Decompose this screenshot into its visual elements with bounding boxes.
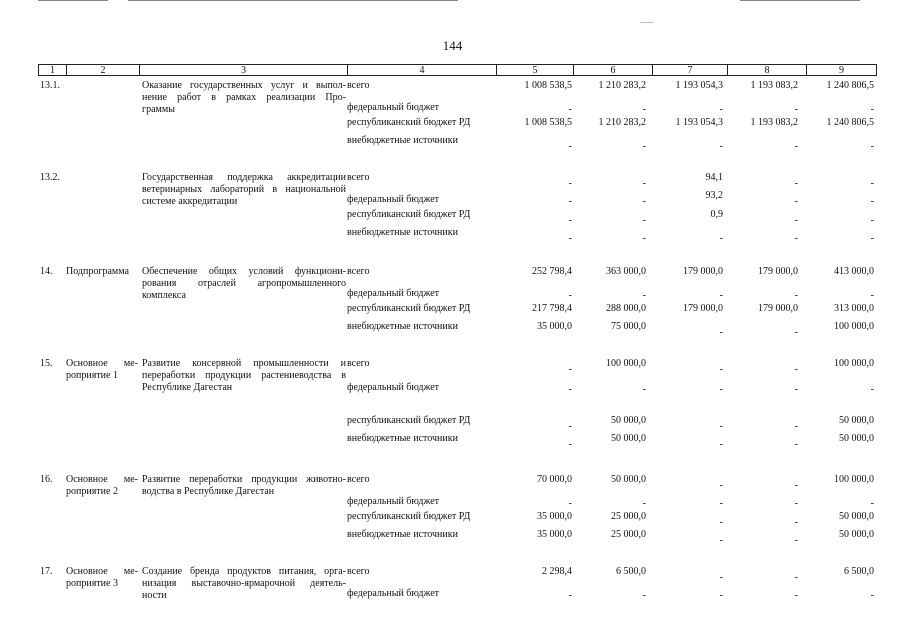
value-cell: 217 798,4 <box>532 303 572 314</box>
value-cell: - <box>719 421 723 432</box>
row-type: роприятие 1 <box>66 370 118 381</box>
value-cell: - <box>719 480 723 491</box>
value-cell: 94,1 <box>705 172 723 183</box>
value-cell: - <box>794 233 798 244</box>
funding-source: всего <box>347 172 370 183</box>
header-cell-6: 6 <box>573 64 653 76</box>
value-cell: 179 000,0 <box>683 266 723 277</box>
value-cell: 75 000,0 <box>611 321 646 332</box>
value-cell: 0,9 <box>710 209 723 220</box>
value-cell: 50 000,0 <box>611 433 646 444</box>
header-cell-3: 3 <box>139 64 348 76</box>
row-name-line: переработки продукции растениеводства в <box>142 370 346 381</box>
value-cell: - <box>870 178 874 189</box>
row-number: 13.2. <box>40 172 60 183</box>
value-cell: - <box>568 384 572 395</box>
value-cell: 1 193 083,2 <box>750 117 798 128</box>
row-type: роприятие 3 <box>66 578 118 589</box>
funding-source: республиканский бюджет РД <box>347 117 471 128</box>
funding-source: всего <box>347 80 370 91</box>
value-cell: - <box>794 439 798 450</box>
value-cell: 1 193 054,3 <box>675 117 723 128</box>
value-cell: 50 000,0 <box>839 415 874 426</box>
row-type: Подпрограмма <box>66 266 129 277</box>
value-cell: 35 000,0 <box>537 321 572 332</box>
value-cell: - <box>568 196 572 207</box>
value-cell: 50 000,0 <box>611 415 646 426</box>
value-cell: - <box>794 535 798 546</box>
value-cell: - <box>568 233 572 244</box>
funding-source: федеральный бюджет <box>347 288 440 299</box>
value-cell: - <box>642 498 646 509</box>
value-cell: - <box>794 572 798 583</box>
value-cell: 1 240 806,5 <box>826 117 874 128</box>
row-number: 17. <box>40 566 53 577</box>
value-cell: - <box>642 215 646 226</box>
funding-source: всего <box>347 358 370 369</box>
value-cell: - <box>642 141 646 152</box>
row-name-line: Создание бренда продуктов питания, орга- <box>142 566 346 577</box>
row-number: 13.1. <box>40 80 60 91</box>
row-number: 15. <box>40 358 53 369</box>
top-rule-mid <box>128 0 458 1</box>
value-cell: 25 000,0 <box>611 529 646 540</box>
value-cell: - <box>794 196 798 207</box>
funding-source: всего <box>347 566 370 577</box>
value-cell: - <box>794 384 798 395</box>
value-cell: 35 000,0 <box>537 529 572 540</box>
funding-source: республиканский бюджет РД <box>347 209 471 220</box>
value-cell: 1 210 283,2 <box>598 117 646 128</box>
value-cell: - <box>794 104 798 115</box>
value-cell: 70 000,0 <box>537 474 572 485</box>
row-name-line: Развитие консервной промышленности и <box>142 358 346 369</box>
value-cell: - <box>642 233 646 244</box>
header-cell-8: 8 <box>727 64 807 76</box>
value-cell: - <box>794 290 798 301</box>
value-cell: - <box>568 290 572 301</box>
value-cell: 288 000,0 <box>606 303 646 314</box>
value-cell: - <box>794 327 798 338</box>
row-name-line: водства в Республике Дагестан <box>142 486 275 497</box>
value-cell: 313 000,0 <box>834 303 874 314</box>
funding-source: внебюджетные источники <box>347 227 458 238</box>
row-name-line: ности <box>142 590 167 601</box>
value-cell: - <box>870 215 874 226</box>
row-number: 14. <box>40 266 53 277</box>
value-cell: - <box>568 421 572 432</box>
header-cell-2: 2 <box>66 64 140 76</box>
funding-source: внебюджетные источники <box>347 529 458 540</box>
value-cell: - <box>642 178 646 189</box>
scan-mark <box>640 22 654 23</box>
row-name-line: низация выставочно-ярмарочной деятель- <box>142 578 346 589</box>
funding-source: всего <box>347 266 370 277</box>
value-cell: 179 000,0 <box>758 266 798 277</box>
value-cell: - <box>794 215 798 226</box>
value-cell: 50 000,0 <box>839 529 874 540</box>
value-cell: - <box>794 590 798 601</box>
funding-source: федеральный бюджет <box>347 588 440 599</box>
value-cell: - <box>642 590 646 601</box>
value-cell: - <box>794 141 798 152</box>
value-cell: - <box>642 196 646 207</box>
header-cell-7: 7 <box>652 64 728 76</box>
row-name-line: Развитие переработки продукции животно- <box>142 474 346 485</box>
row-name-line: Республике Дагестан <box>142 382 233 393</box>
value-cell: 93,2 <box>705 190 723 201</box>
value-cell: - <box>642 290 646 301</box>
value-cell: - <box>870 233 874 244</box>
funding-source: республиканский бюджет РД <box>347 415 471 426</box>
value-cell: - <box>794 517 798 528</box>
value-cell: - <box>719 590 723 601</box>
value-cell: - <box>719 104 723 115</box>
value-cell: - <box>870 104 874 115</box>
value-cell: - <box>870 196 874 207</box>
value-cell: - <box>568 215 572 226</box>
value-cell: - <box>870 290 874 301</box>
value-cell: - <box>719 439 723 450</box>
row-name-line: граммы <box>142 104 175 115</box>
row-name-line: ветеринарных лабораторий в национальной <box>142 184 346 195</box>
row-name-line: нение работ в рамках реализации Про- <box>142 92 346 103</box>
funding-source: республиканский бюджет РД <box>347 303 471 314</box>
value-cell: - <box>794 480 798 491</box>
value-cell: 1 008 538,5 <box>524 80 572 91</box>
funding-source: внебюджетные источники <box>347 433 458 444</box>
row-name-line: комплекса <box>142 290 186 301</box>
value-cell: 35 000,0 <box>537 511 572 522</box>
value-cell: 100 000,0 <box>834 321 874 332</box>
value-cell: - <box>568 498 572 509</box>
value-cell: - <box>568 178 572 189</box>
page-number: 144 <box>442 38 463 53</box>
value-cell: 50 000,0 <box>611 474 646 485</box>
top-rule-right <box>740 0 860 1</box>
value-cell: 1 240 806,5 <box>826 80 874 91</box>
value-cell: 25 000,0 <box>611 511 646 522</box>
row-type: Основное ме- <box>66 358 138 369</box>
value-cell: 179 000,0 <box>758 303 798 314</box>
value-cell: - <box>794 498 798 509</box>
value-cell: - <box>719 327 723 338</box>
funding-source: федеральный бюджет <box>347 496 440 507</box>
row-name-line: Государственная поддержка аккредитации <box>142 172 346 183</box>
value-cell: 100 000,0 <box>834 474 874 485</box>
value-cell: - <box>794 364 798 375</box>
value-cell: - <box>568 590 572 601</box>
value-cell: - <box>719 535 723 546</box>
top-rule-left <box>38 0 108 1</box>
row-name-line: рования отраслей агропромышленного <box>142 278 346 289</box>
row-type: Основное ме- <box>66 566 138 577</box>
value-cell: - <box>642 104 646 115</box>
value-cell: - <box>794 421 798 432</box>
value-cell: 1 210 283,2 <box>598 80 646 91</box>
funding-source: федеральный бюджет <box>347 382 440 393</box>
value-cell: 179 000,0 <box>683 303 723 314</box>
value-cell: 6 500,0 <box>616 566 646 577</box>
funding-source: внебюджетные источники <box>347 135 458 146</box>
row-type: Основное ме- <box>66 474 138 485</box>
value-cell: 6 500,0 <box>844 566 874 577</box>
value-cell: 252 798,4 <box>532 266 572 277</box>
value-cell: - <box>719 290 723 301</box>
value-cell: 1 008 538,5 <box>524 117 572 128</box>
value-cell: - <box>719 384 723 395</box>
value-cell: - <box>870 384 874 395</box>
value-cell: - <box>568 104 572 115</box>
header-cell-4: 4 <box>347 64 497 76</box>
row-name-line: Обеспечение общих условий функциони- <box>142 266 346 277</box>
value-cell: - <box>642 384 646 395</box>
value-cell: - <box>568 439 572 450</box>
value-cell: 100 000,0 <box>834 358 874 369</box>
header-cell-5: 5 <box>496 64 574 76</box>
funding-source: республиканский бюджет РД <box>347 511 471 522</box>
funding-source: федеральный бюджет <box>347 194 440 205</box>
value-cell: - <box>719 233 723 244</box>
value-cell: 1 193 083,2 <box>750 80 798 91</box>
funding-source: внебюджетные источники <box>347 321 458 332</box>
value-cell: 1 193 054,3 <box>675 80 723 91</box>
header-cell-1: 1 <box>38 64 67 76</box>
funding-source: федеральный бюджет <box>347 102 440 113</box>
value-cell: 50 000,0 <box>839 511 874 522</box>
row-name-line: системе аккредитации <box>142 196 238 207</box>
value-cell: 2 298,4 <box>542 566 572 577</box>
value-cell: - <box>719 572 723 583</box>
value-cell: 363 000,0 <box>606 266 646 277</box>
value-cell: - <box>870 498 874 509</box>
value-cell: - <box>568 141 572 152</box>
value-cell: - <box>719 498 723 509</box>
value-cell: - <box>719 364 723 375</box>
value-cell: - <box>719 141 723 152</box>
value-cell: 50 000,0 <box>839 433 874 444</box>
row-type: роприятие 2 <box>66 486 118 497</box>
row-name-line: Оказание государственных услуг и выпол- <box>142 80 346 91</box>
row-number: 16. <box>40 474 53 485</box>
value-cell: 413 000,0 <box>834 266 874 277</box>
header-cell-9: 9 <box>806 64 877 76</box>
value-cell: 100 000,0 <box>606 358 646 369</box>
value-cell: - <box>568 364 572 375</box>
value-cell: - <box>794 178 798 189</box>
value-cell: - <box>719 517 723 528</box>
funding-source: всего <box>347 474 370 485</box>
value-cell: - <box>870 590 874 601</box>
value-cell: - <box>870 141 874 152</box>
